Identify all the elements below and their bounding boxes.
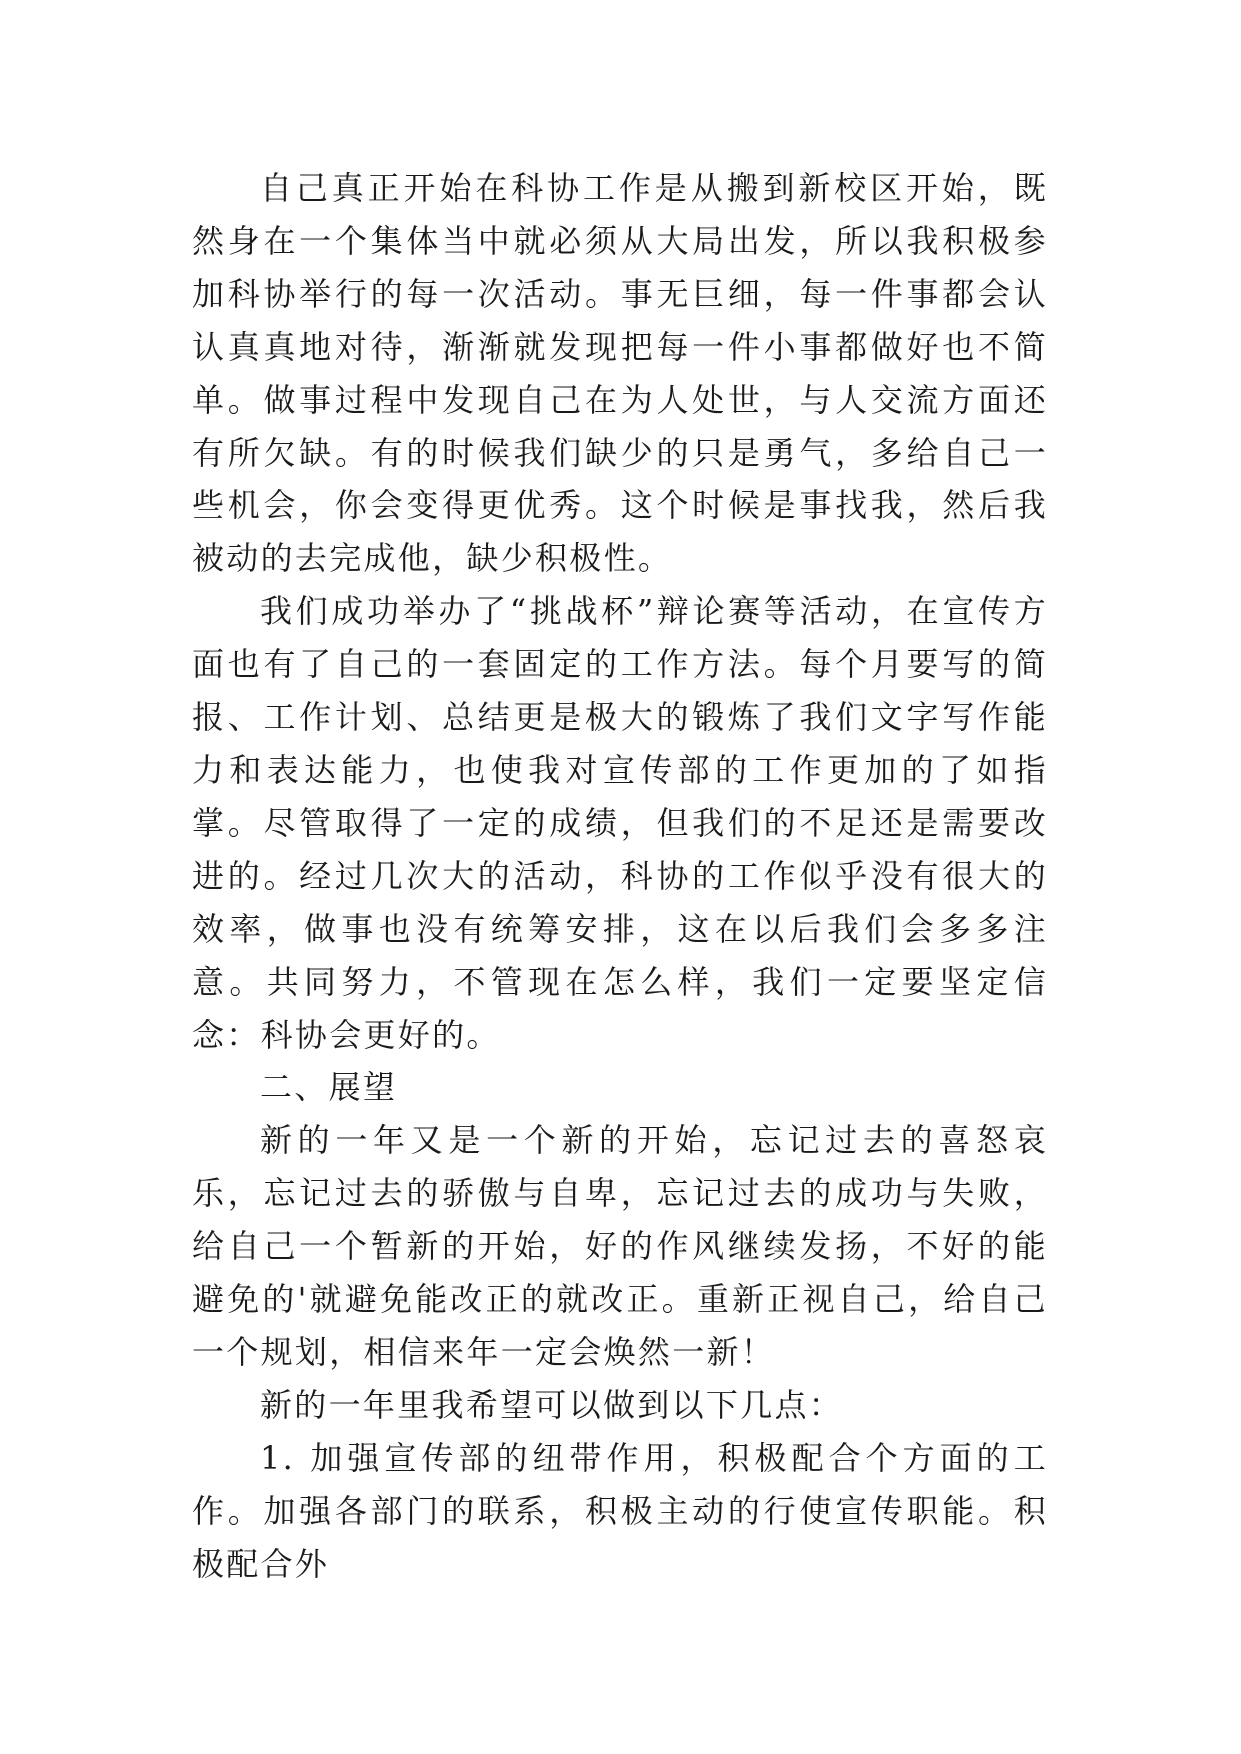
paragraph-work-experience: 自己真正开始在科协工作是从搬到新校区开始，既然身在一个集体当中就必须从大局出发，所以我积极参加科协举行的每一次活动。事无巨细，每一件事都会认认真真地对待，渐渐就发现把每一件小事都做好也不简单。做事过程中发现自己在为人处世，与人交流方面还有所欠缺。有的时候我们缺少的只是勇气，多给自己一些机会，你会变得更优秀。这个时候是事找我，然后我被动的去完成他，缺少积极性。 — [192, 169, 1048, 578]
paragraph-goals-intro: 新的一年里我希望可以做到以下几点： — [260, 1385, 844, 1424]
paragraph-achievements: 我们成功举办了“挑战杯”辩论赛等活动，在宣传方面也有了自己的一套固定的工作方法。每个月要写的简报、工作计划、总结更是极大的锻炼了我们文字写作能力和表达能力，也使我对宣传部的工作更加的了如指掌。尽管取得了一定的成绩，但我们的不足还是需要改进的。经过几次大的活动，科协的工作似乎没有很大的效率，做事也没有统筹安排，这在以后我们会多多注意。共同努力，不管现在怎么样，我们一定要坚定信念：科协会更好的。 — [192, 592, 1048, 1054]
document-body — [192, 162, 1048, 1590]
list-item-goal-1: 1. 加强宣传部的纽带作用，积极配合个方面的工作。加强各部门的联系，积极主动的行使宣传职能。积极配合外 — [192, 1438, 1048, 1583]
section-heading-outlook: 二、展望 — [260, 1068, 398, 1107]
paragraph-new-year: 新的一年又是一个新的开始，忘记过去的喜怒哀乐，忘记过去的骄傲与自卑，忘记过去的成功与失败，给自己一个暂新的开始，好的作风继续发扬，不好的能避免的'就避免能改正的就改正。重新正视自己，给自己一个规划，相信来年一定会焕然一新！ — [192, 1121, 1048, 1371]
